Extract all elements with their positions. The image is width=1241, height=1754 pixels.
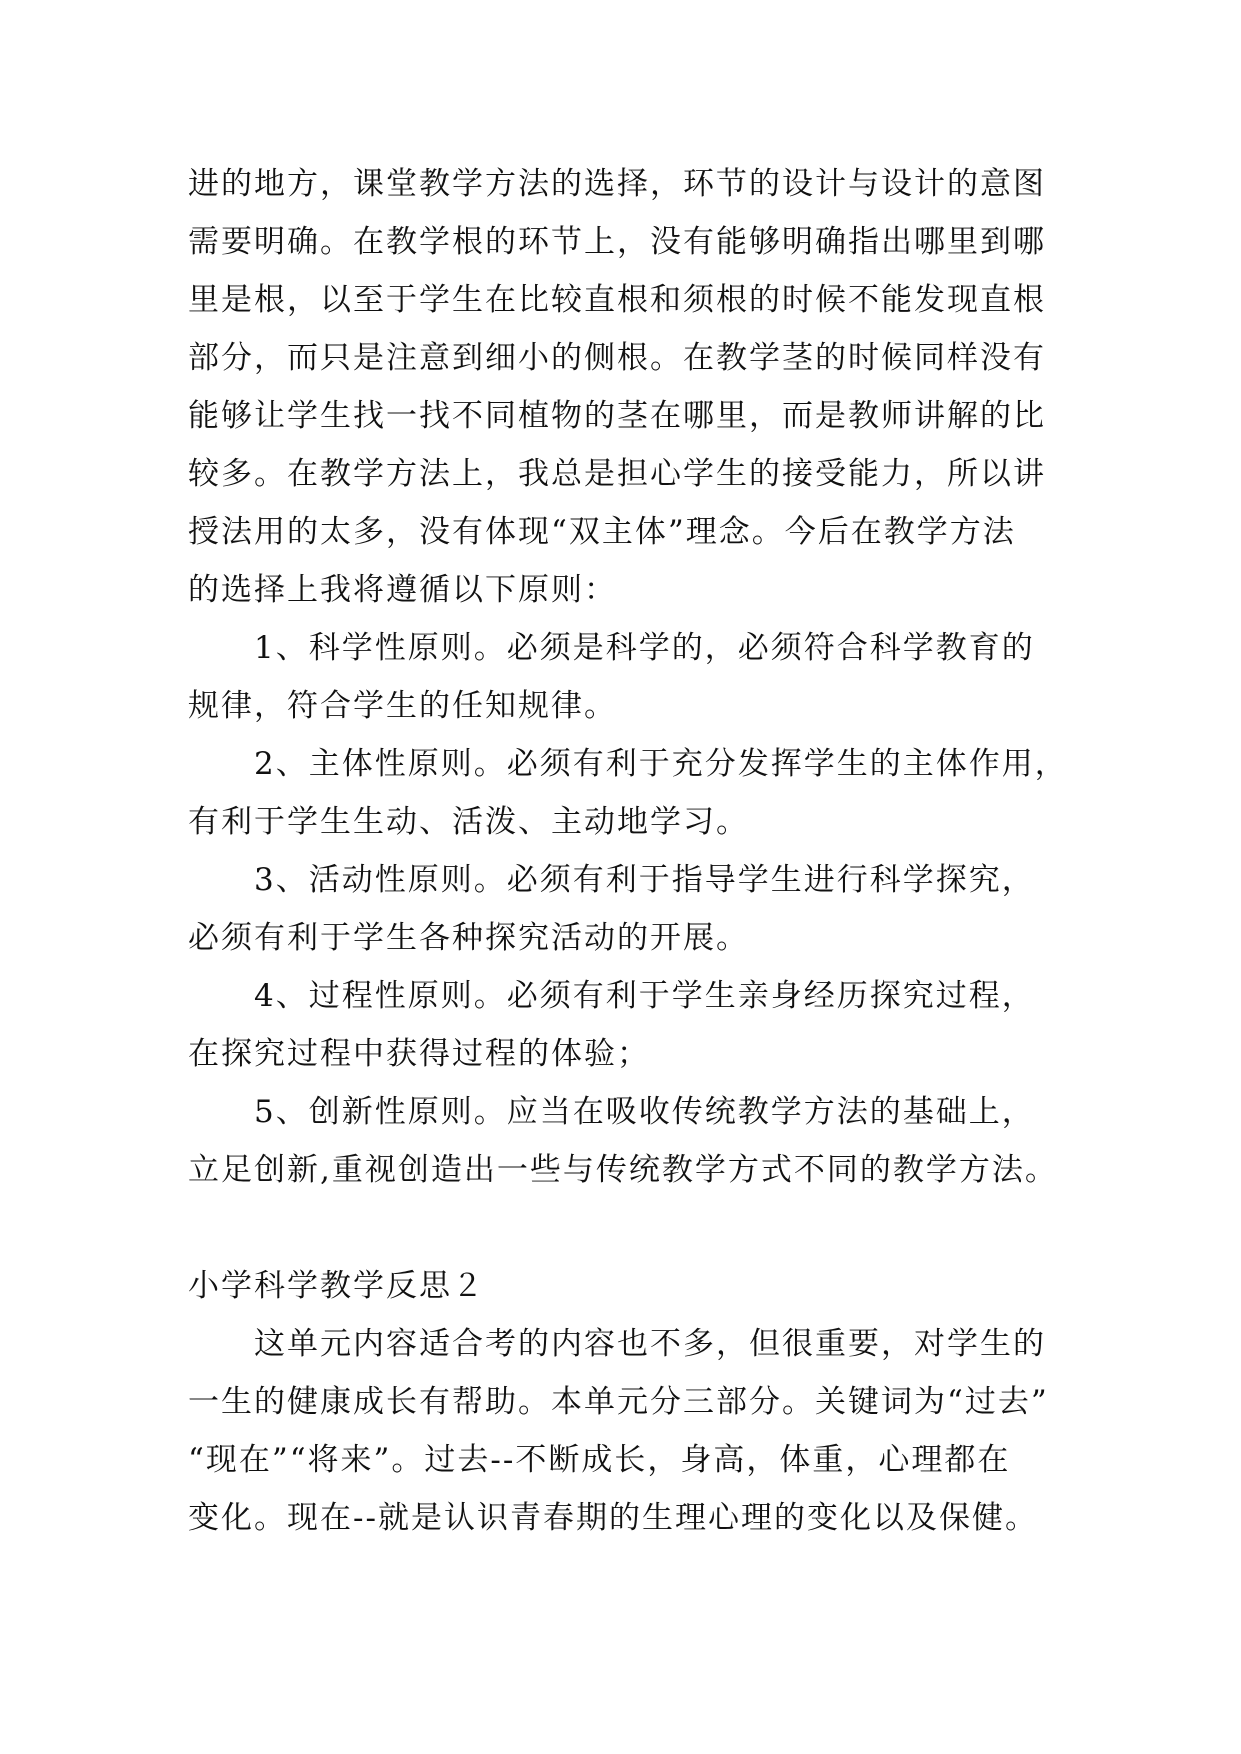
list-item-5: 5、创新性原则。应当在吸收传统教学方法的基础上， bbox=[254, 1094, 1035, 1130]
text-line: 部分，而只是注意到细小的侧根。在教学茎的时候同样没有 bbox=[188, 340, 1046, 376]
text-line: 立足创新,重视创造出一些与传统教学方式不同的教学方法。 bbox=[188, 1152, 1058, 1188]
text-line: 较多。在教学方法上，我总是担心学生的接受能力，所以讲 bbox=[188, 456, 1046, 492]
list-item-1: 1、科学性原则。必须是科学的，必须符合科学教育的 bbox=[254, 630, 1035, 666]
text-line: 有利于学生生动、活泼、主动地学习。 bbox=[188, 804, 749, 840]
text-line: 规律，符合学生的任知规律。 bbox=[188, 688, 617, 724]
section-heading: 小学科学教学反思２ bbox=[188, 1268, 485, 1304]
text-line: 进的地方，课堂教学方法的选择，环节的设计与设计的意图 bbox=[188, 166, 1046, 202]
text-line: 需要明确。在教学根的环节上，没有能够明确指出哪里到哪 bbox=[188, 224, 1046, 260]
text-line: 必须有利于学生各种探究活动的开展。 bbox=[188, 920, 749, 956]
text-line: 里是根，以至于学生在比较直根和须根的时候不能发现直根 bbox=[188, 282, 1046, 318]
text-line: 一生的健康成长有帮助。本单元分三部分。关键词为“过去” bbox=[188, 1384, 1049, 1420]
text-line: 的选择上我将遵循以下原则： bbox=[188, 572, 617, 608]
paragraph-start: 这单元内容适合考的内容也不多，但很重要，对学生的 bbox=[254, 1326, 1046, 1362]
text-line: 变化。现在--就是认识青春期的生理心理的变化以及保健。 bbox=[188, 1500, 1038, 1536]
text-line: “现在”“将来”。过去--不断成长，身高，体重，心理都在 bbox=[188, 1442, 1011, 1478]
list-item-3: 3、活动性原则。必须有利于指导学生进行科学探究， bbox=[254, 862, 1035, 898]
list-item-2: 2、主体性原则。必须有利于充分发挥学生的主体作用， bbox=[254, 746, 1068, 782]
text-line: 能够让学生找一找不同植物的茎在哪里，而是教师讲解的比 bbox=[188, 398, 1046, 434]
list-item-4: 4、过程性原则。必须有利于学生亲身经历探究过程， bbox=[254, 978, 1035, 1014]
text-line: 授法用的太多，没有体现“双主体”理念。今后在教学方法 bbox=[188, 514, 1016, 550]
text-line: 在探究过程中获得过程的体验； bbox=[188, 1036, 650, 1072]
